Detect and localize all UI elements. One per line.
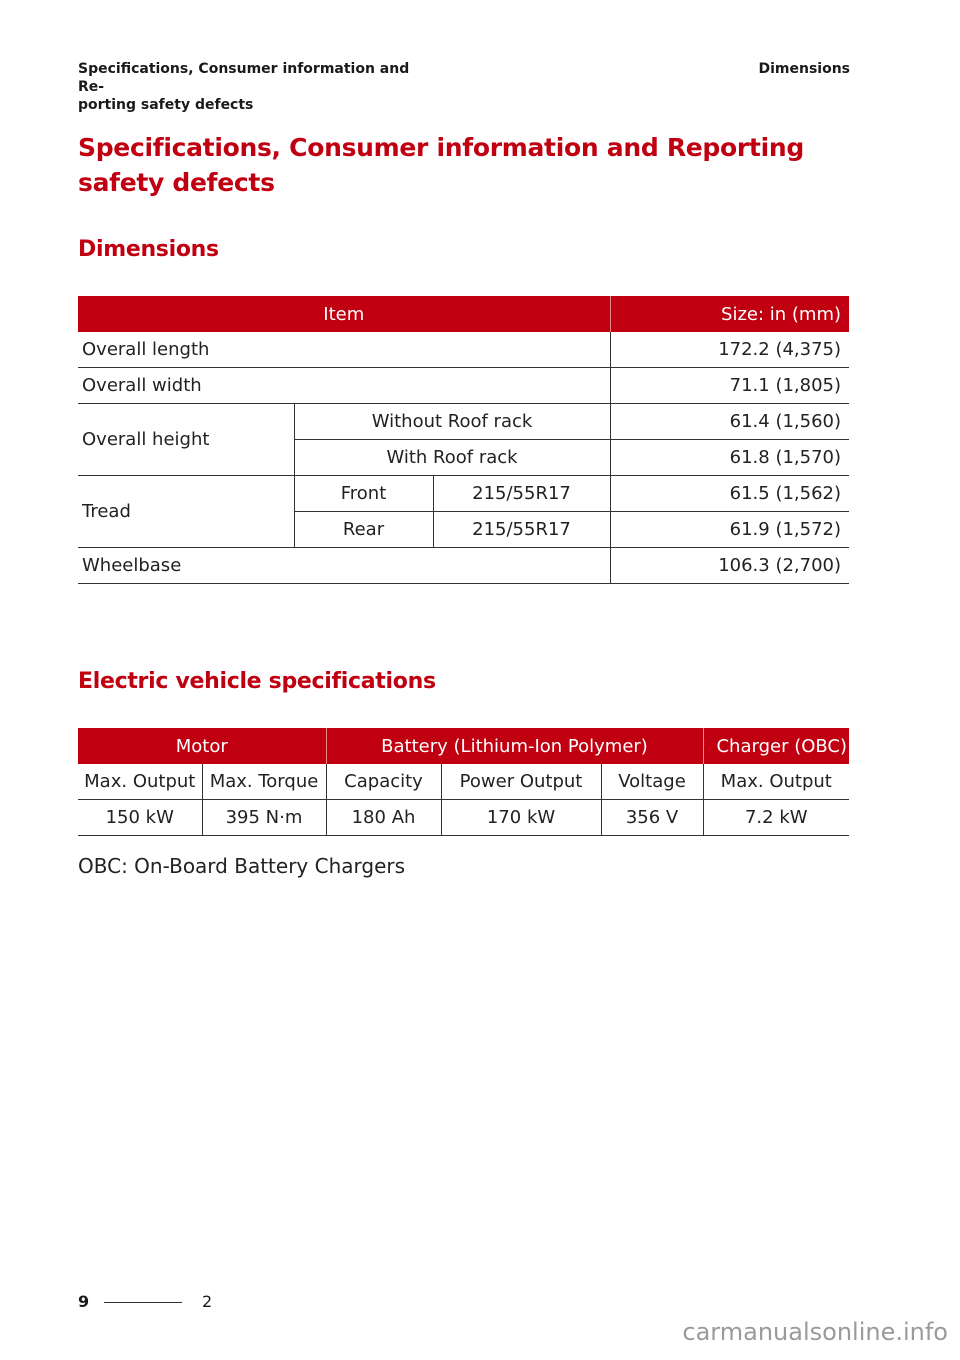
- column-header-charger: Charger (OBC): [703, 728, 849, 764]
- label-tread-front: Front: [294, 476, 433, 512]
- value-with-roof-rack: 61.8 (1,570): [610, 440, 849, 476]
- value-motor-max-output: 150 kW: [78, 800, 202, 836]
- table-row: [78, 404, 849, 440]
- value-tread-rear: 61.9 (1,572): [610, 512, 849, 548]
- row-label-overall-width: Overall width: [78, 368, 610, 404]
- row-label-overall-length: Overall length: [78, 332, 610, 368]
- table-row: [78, 548, 849, 584]
- subheader-battery-power-output: Power Output: [441, 764, 601, 800]
- table-header-row: [78, 728, 849, 764]
- subheader-charger-max-output: Max. Output: [703, 764, 849, 800]
- label-with-roof-rack: With Roof rack: [294, 440, 610, 476]
- subheader-battery-capacity: Capacity: [326, 764, 441, 800]
- value-charger-max-output: 7.2 kW: [703, 800, 849, 836]
- label-without-roof-rack: Without Roof rack: [294, 404, 610, 440]
- column-header-size: Size: in (mm): [610, 296, 849, 332]
- ev-specs-heading: Electric vehicle specifications: [78, 669, 436, 694]
- value-overall-length: 172.2 (4,375): [610, 332, 849, 368]
- row-label-overall-height: Overall height: [78, 404, 294, 476]
- column-header-item: Item: [78, 296, 610, 332]
- ev-specs-table: [78, 728, 849, 836]
- value-wheelbase: 106.3 (2,700): [610, 548, 849, 584]
- row-label-tread: Tread: [78, 476, 294, 548]
- column-header-motor: Motor: [78, 728, 326, 764]
- value-tread-front: 61.5 (1,562): [610, 476, 849, 512]
- running-header-left: [78, 60, 438, 114]
- page-title: Specifications, Consumer information and Reporting safety defects: [78, 133, 804, 197]
- tire-tread-rear: 215/55R17: [433, 512, 610, 548]
- value-without-roof-rack: 61.4 (1,560): [610, 404, 849, 440]
- value-motor-max-torque: 395 N·m: [202, 800, 326, 836]
- subheader-motor-max-torque: Max. Torque: [202, 764, 326, 800]
- value-battery-voltage: 356 V: [601, 800, 703, 836]
- value-battery-capacity: 180 Ah: [326, 800, 441, 836]
- table-row: [78, 332, 849, 368]
- value-battery-power-output: 170 kW: [441, 800, 601, 836]
- running-header-right: Dimensions: [758, 61, 850, 77]
- page-number: 2: [202, 1292, 213, 1311]
- table-row: [78, 368, 849, 404]
- obc-footnote: OBC: On-Board Battery Chargers: [78, 854, 406, 878]
- label-tread-rear: Rear: [294, 512, 433, 548]
- running-header-line1: Specifications, Consumer information and Re-: [78, 61, 410, 95]
- running-header-line2: porting safety defects: [78, 97, 254, 113]
- footer-divider: [104, 1302, 182, 1303]
- subheader-motor-max-output: Max. Output: [78, 764, 202, 800]
- row-label-wheelbase: Wheelbase: [78, 548, 610, 584]
- table-row: [78, 800, 849, 836]
- subheader-battery-voltage: Voltage: [601, 764, 703, 800]
- column-header-battery: Battery (Lithium-Ion Polymer): [326, 728, 703, 764]
- watermark: carmanualsonline.info: [682, 1318, 948, 1346]
- dimensions-table: [78, 296, 849, 584]
- table-subheader-row: [78, 764, 849, 800]
- table-row: [78, 476, 849, 512]
- chapter-number: 9: [78, 1292, 90, 1311]
- dimensions-heading: Dimensions: [78, 237, 219, 262]
- tire-tread-front: 215/55R17: [433, 476, 610, 512]
- value-overall-width: 71.1 (1,805): [610, 368, 849, 404]
- table-header-row: [78, 296, 849, 332]
